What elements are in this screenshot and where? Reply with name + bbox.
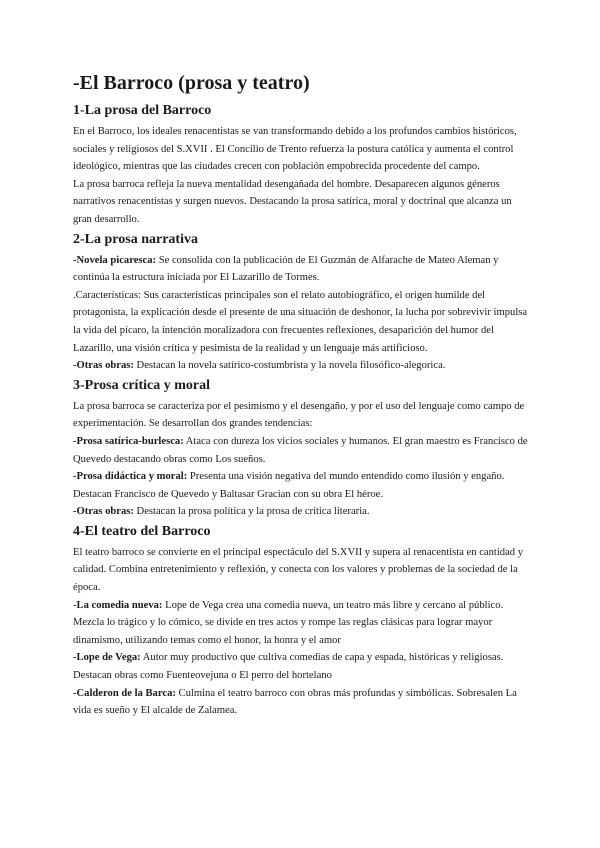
- paragraph-text: Lope de Vega crea una comedia nueva, un teatro más libre y cercano al público. Mezcla lo trágico y lo cómico, se divide en tres actos y rompe las reglas clásicas para lograr mayor dinamismo, utilizando temas como el honor, la honra y el amor: [73, 599, 504, 646]
- paragraph-text: La prosa barroca se caracteriza por el pesimismo y el desengaño, y por el uso del lenguaje como campo de experimentación. Se desarrollan dos grandes tendencias:: [73, 400, 525, 430]
- paragraph-lead: -Otras obras:: [73, 360, 134, 372]
- paragraph-lead: -Otras obras:: [73, 506, 134, 518]
- paragraph-lead: -Prosa satírica-burlesca:: [73, 435, 184, 447]
- paragraph-lead: -Prosa didáctica y moral:: [73, 471, 188, 483]
- paragraph: [73, 287, 533, 357]
- section-prosa-narrativa: [73, 231, 533, 375]
- paragraph-text: Se consolida con la publicación de El Guzmán de Alfarache de Mateo Aleman y continúa la estructura iniciada por El Lazarillo de Tormes.: [73, 254, 499, 284]
- paragraph: [73, 544, 533, 597]
- section-heading: 1-La prosa del Barroco: [73, 103, 212, 118]
- paragraph-lead: -Calderon de la Barca:: [73, 687, 176, 699]
- paragraph-text: La prosa barroca refleja la nueva mentalidad desengañada del hombre. Desaparecen algunos géneros narrativos renacentistas y surgen nuevos. Destacando la prosa satírica, moral y doctrinal que alcanza un gran desarrollo.: [73, 178, 512, 225]
- paragraph: [73, 357, 533, 375]
- paragraph-lead: -La comedia nueva:: [73, 599, 163, 611]
- document-title: -El Barroco (prosa y teatro): [73, 72, 310, 94]
- paragraph: [73, 398, 533, 433]
- paragraph: [73, 649, 533, 684]
- document-page: [73, 70, 533, 720]
- paragraph: [73, 468, 533, 503]
- paragraph-text: El teatro barroco se convierte en el principal espectáculo del S.XVII y supera al renacentista en cantidad y calidad. Combina entretenimiento y reflexión, y conecta con los valores y problemas de la sociedad de la época.: [73, 546, 524, 594]
- section-heading: 4-El teatro del Barroco: [73, 523, 211, 539]
- section-prosa-barroco: [73, 102, 533, 229]
- paragraph: [73, 252, 533, 287]
- section-prosa-critica: [73, 377, 533, 521]
- paragraph-text: Presenta una visión negativa del mundo entendido como ilusión y engaño. Destacan Francisco de Quevedo y Baltasar Gracian con su obra El héroe.: [73, 471, 505, 500]
- section-teatro-barroco: [73, 523, 533, 720]
- paragraph-text: Ataca con dureza los vicios sociales y humanos. El gran maestro es Francisco de Quevedo destacando obras como Los sueños.: [73, 435, 528, 465]
- paragraph-text: En el Barroco, los ideales renacentistas se van transformando debido a los profundos cambios históricos, sociales y religiosos del S.XVII . El Concilio de Trento refuerza la postura católica y aumenta el control ideológico, mientras que las ciudades crecen con población empobrecida procedente del campo.: [73, 126, 517, 173]
- section-heading: 3-Prosa crítica y moral: [73, 377, 210, 393]
- paragraph: [73, 597, 533, 650]
- paragraph: [73, 503, 533, 521]
- paragraph: [73, 433, 533, 468]
- paragraph-text: Culmina el teatro barroco con obras más profundas y simbólicas. Sobresalen La vida es sueño y El alcalde de Zalamea.: [73, 687, 517, 717]
- paragraph-lead: -Novela picaresca:: [73, 254, 157, 266]
- paragraph-text: Autor muy productivo que cultiva comedias de capa y espada, históricas y religiosas. Destacan obras como Fuenteovejuna o El perro del hortelano: [73, 652, 504, 682]
- paragraph-text: Destacan la novela satírico-costumbrista y la novela filosófico-alegorica.: [133, 360, 446, 372]
- paragraph: [73, 123, 533, 176]
- paragraph: [73, 176, 533, 229]
- paragraph: [73, 685, 533, 720]
- paragraph-text: Destacan la prosa política y la prosa de crítica literaria.: [133, 506, 370, 518]
- paragraph-lead: -Lope de Vega:: [73, 652, 141, 664]
- paragraph-text: .Características: Sus características principales son el relato autobiográfico, el origen humilde del protagonista, la explicación desde el presente de una situación de deshonor, la lucha por sobrevivir impulsa la vida del pícaro, la intención moralizadora con frecuentes reflexiones, desaparición del humor del Lazarillo, una visión crítica y pesimista de la realidad y un lenguaje más artificioso.: [73, 289, 528, 354]
- section-heading: 2-La prosa narrativa: [73, 231, 198, 247]
